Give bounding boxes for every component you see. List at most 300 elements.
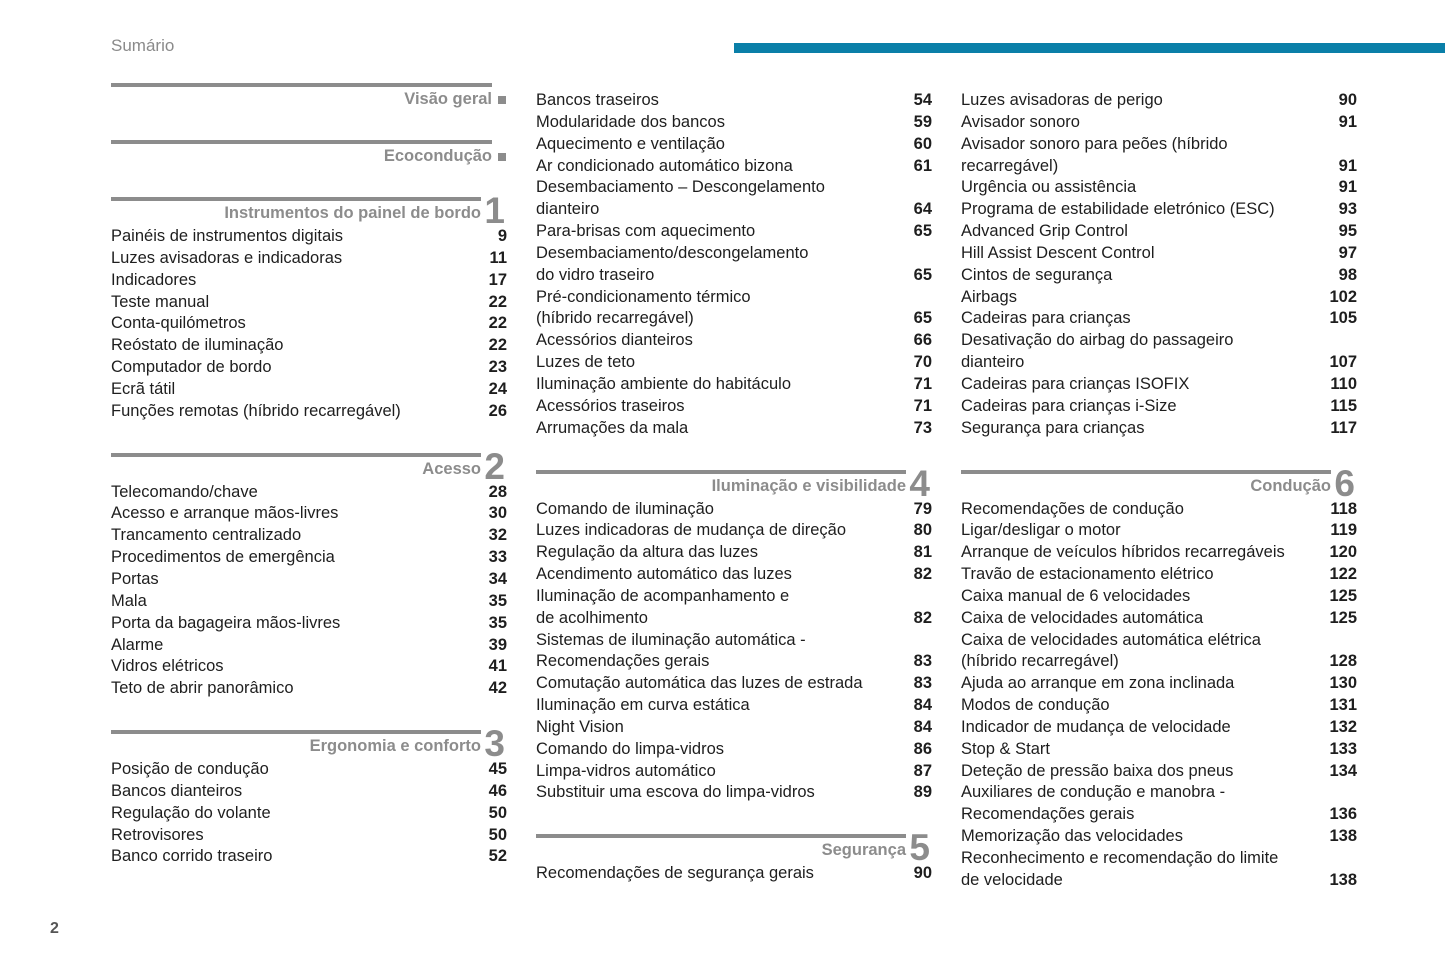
toc-entry[interactable] bbox=[111, 313, 507, 335]
toc-entry-line bbox=[111, 678, 507, 700]
toc-entry-page[interactable]: 42 bbox=[488, 679, 507, 698]
toc-entry-line bbox=[536, 308, 932, 330]
toc-entry-text[interactable]: Avisador sonoro para peões (híbrido bbox=[961, 134, 1228, 153]
toc-entry-line bbox=[111, 591, 507, 613]
square-bullet-icon bbox=[498, 153, 506, 161]
toc-entry-text[interactable]: Regulação do volante bbox=[111, 803, 271, 822]
toc-entry-page[interactable]: 93 bbox=[1338, 200, 1357, 219]
toc-entry[interactable] bbox=[961, 586, 1357, 608]
toc-entry[interactable] bbox=[111, 759, 507, 781]
toc-entry-text[interactable]: Funções remotas (híbrido recarregável) bbox=[111, 401, 401, 420]
toc-entry-text[interactable]: Segurança para crianças bbox=[961, 418, 1145, 437]
toc-entry[interactable] bbox=[536, 221, 932, 243]
toc-entry-page[interactable]: 130 bbox=[1329, 674, 1357, 693]
toc-entry-page[interactable]: 134 bbox=[1329, 761, 1357, 780]
toc-entry[interactable] bbox=[111, 525, 507, 547]
toc-entry[interactable] bbox=[961, 499, 1357, 521]
toc-entry-page[interactable]: 50 bbox=[488, 803, 507, 822]
toc-entry-text[interactable]: Luzes avisadoras e indicadoras bbox=[111, 248, 343, 267]
toc-entry-page[interactable]: 128 bbox=[1329, 652, 1357, 671]
section-number: 2 bbox=[484, 445, 505, 487]
toc-entry-text[interactable]: Caixa de velocidades automática elétrica bbox=[961, 630, 1261, 649]
toc-entry-text[interactable]: do vidro traseiro bbox=[536, 265, 655, 284]
toc-entry-page[interactable]: 52 bbox=[488, 847, 507, 866]
toc-entry-page[interactable]: 71 bbox=[913, 374, 932, 393]
toc-entry-page[interactable]: 35 bbox=[488, 591, 507, 610]
toc-entry[interactable] bbox=[536, 177, 932, 221]
toc-entry[interactable] bbox=[111, 270, 507, 292]
toc-entry-page[interactable]: 84 bbox=[913, 696, 932, 715]
toc-entry-page[interactable]: 91 bbox=[1338, 178, 1357, 197]
toc-entry[interactable] bbox=[536, 418, 932, 440]
section-number: 4 bbox=[909, 462, 930, 504]
toc-entry-page[interactable]: 64 bbox=[913, 200, 932, 219]
toc-entry[interactable] bbox=[961, 848, 1357, 892]
toc-entry[interactable] bbox=[536, 586, 932, 630]
toc-entry[interactable] bbox=[961, 520, 1357, 542]
toc-entry-page[interactable]: 138 bbox=[1329, 827, 1357, 846]
toc-entry[interactable] bbox=[961, 826, 1357, 848]
section-number: 5 bbox=[909, 827, 930, 869]
toc-entry-line bbox=[961, 177, 1357, 199]
toc-entry[interactable] bbox=[536, 564, 932, 586]
toc-entry-line bbox=[111, 335, 507, 357]
toc-entry-line bbox=[536, 673, 932, 695]
section-number: 6 bbox=[1334, 462, 1355, 504]
toc-entry[interactable] bbox=[961, 134, 1357, 178]
toc-entry-text[interactable]: Recomendações gerais bbox=[961, 805, 1135, 824]
toc-entry[interactable] bbox=[111, 335, 507, 357]
toc-entry-line bbox=[536, 761, 932, 783]
toc-entry-text[interactable]: Regulação da altura das luzes bbox=[536, 543, 758, 562]
toc-entry-text[interactable]: Cadeiras para crianças bbox=[961, 309, 1131, 328]
toc-entry[interactable] bbox=[961, 308, 1357, 330]
toc-entry[interactable] bbox=[536, 542, 932, 564]
toc-entry-text[interactable]: Teto de abrir panorâmico bbox=[111, 679, 294, 698]
toc-entry[interactable] bbox=[111, 613, 507, 635]
toc-entry-text[interactable]: Aquecimento e ventilação bbox=[536, 134, 725, 153]
toc-entry-page[interactable]: 136 bbox=[1329, 805, 1357, 824]
toc-entry[interactable] bbox=[961, 177, 1357, 199]
toc-entry-page[interactable]: 133 bbox=[1329, 739, 1357, 758]
section-title[interactable]: Segurança bbox=[821, 841, 906, 860]
toc-entry[interactable] bbox=[536, 761, 932, 783]
toc-entry-text[interactable]: Posição de condução bbox=[111, 760, 269, 779]
toc-entry-text[interactable]: Advanced Grip Control bbox=[961, 222, 1128, 241]
toc-entry-page[interactable]: 46 bbox=[488, 781, 507, 800]
toc-entry[interactable] bbox=[961, 374, 1357, 396]
section-title[interactable]: Iluminação e visibilidade bbox=[711, 476, 906, 495]
toc-entry-page[interactable]: 91 bbox=[1338, 112, 1357, 131]
toc-entry-line bbox=[536, 564, 932, 586]
toc-entry[interactable] bbox=[111, 482, 507, 504]
section-title[interactable]: Condução bbox=[1250, 476, 1331, 495]
toc-entry-page[interactable]: 50 bbox=[488, 825, 507, 844]
toc-entry-text[interactable]: Cintos de segurança bbox=[961, 265, 1113, 284]
toc-entry-text[interactable]: Reóstato de iluminação bbox=[111, 336, 284, 355]
toc-entry-text[interactable]: Iluminação ambiente do habitáculo bbox=[536, 374, 792, 393]
toc-entry-page[interactable]: 86 bbox=[913, 739, 932, 758]
toc-entry[interactable] bbox=[536, 156, 932, 178]
toc-entry-text[interactable]: Ligar/desligar o motor bbox=[961, 521, 1121, 540]
toc-entry-text[interactable]: Telecomando/chave bbox=[111, 482, 258, 501]
toc-entry-text[interactable]: Ecrã tátil bbox=[111, 379, 176, 398]
toc-entry-page[interactable]: 84 bbox=[913, 717, 932, 736]
toc-entry-text[interactable]: Indicadores bbox=[111, 270, 197, 289]
toc-entry-text[interactable]: Pré-condicionamento térmico bbox=[536, 287, 751, 306]
toc-entry-page[interactable]: 79 bbox=[913, 499, 932, 518]
toc-entry-text[interactable]: Comutação automática das luzes de estrada bbox=[536, 674, 863, 693]
toc-entry-page[interactable]: 91 bbox=[1338, 156, 1357, 175]
toc-entry[interactable] bbox=[961, 542, 1357, 564]
toc-entry[interactable] bbox=[536, 287, 932, 331]
toc-entry-page[interactable]: 17 bbox=[488, 270, 507, 289]
toc-entry-page[interactable]: 33 bbox=[488, 548, 507, 567]
toc-entry-text[interactable]: Bancos traseiros bbox=[536, 91, 659, 109]
toc-entry-line bbox=[961, 586, 1357, 608]
toc-entry[interactable] bbox=[961, 112, 1357, 134]
toc-entry-line bbox=[961, 804, 1357, 826]
toc-entry-line bbox=[961, 695, 1357, 717]
toc-entry-text[interactable]: Modularidade dos bancos bbox=[536, 112, 725, 131]
toc-entry-line bbox=[536, 330, 932, 352]
toc-entry-line bbox=[961, 542, 1357, 564]
toc-entry[interactable] bbox=[536, 134, 932, 156]
toc-entry-page[interactable]: 95 bbox=[1338, 222, 1357, 241]
toc-entry[interactable] bbox=[961, 199, 1357, 221]
toc-entry[interactable] bbox=[536, 673, 932, 695]
toc-entry-text[interactable]: Arrumações da mala bbox=[536, 418, 689, 437]
toc-entry-page[interactable]: 73 bbox=[913, 418, 932, 437]
toc-entry-text[interactable]: Cadeiras para crianças i-Size bbox=[961, 396, 1177, 415]
toc-entry-text[interactable]: Modos de condução bbox=[961, 696, 1110, 715]
toc-entry-page[interactable]: 11 bbox=[489, 248, 507, 267]
toc-entry-page[interactable]: 71 bbox=[913, 396, 932, 415]
toc-entry[interactable] bbox=[111, 503, 507, 525]
toc-entry[interactable] bbox=[961, 243, 1357, 265]
toc-entry-text[interactable]: Procedimentos de emergência bbox=[111, 548, 335, 567]
toc-entry-text[interactable]: Sistemas de iluminação automática - bbox=[536, 630, 806, 649]
toc-entry[interactable] bbox=[111, 803, 507, 825]
toc-entry-page[interactable]: 125 bbox=[1329, 608, 1357, 627]
toc-entry-text[interactable]: Arranque de veículos híbridos recarregáveis bbox=[961, 543, 1285, 562]
toc-entry-page[interactable]: 26 bbox=[488, 401, 507, 420]
toc-entry[interactable] bbox=[111, 781, 507, 803]
toc-entry[interactable] bbox=[536, 863, 932, 885]
toc-entry-line bbox=[536, 156, 932, 178]
toc-entry-text[interactable]: Comando de iluminação bbox=[536, 499, 714, 518]
toc-entry-page[interactable]: 102 bbox=[1329, 287, 1357, 306]
toc-entry[interactable] bbox=[961, 90, 1357, 112]
toc-entry[interactable] bbox=[961, 418, 1357, 440]
toc-entry-page[interactable]: 65 bbox=[913, 222, 932, 241]
toc-entry-text[interactable]: Alarme bbox=[111, 635, 164, 654]
toc-entry[interactable] bbox=[111, 656, 507, 678]
toc-entry[interactable] bbox=[536, 90, 932, 112]
toc-entry-page[interactable]: 115 bbox=[1330, 396, 1357, 415]
toc-entry[interactable] bbox=[961, 330, 1357, 374]
toc-entry-page[interactable]: 110 bbox=[1330, 374, 1357, 393]
section-title[interactable]: Instrumentos do painel de bordo bbox=[224, 204, 481, 222]
toc-entry-page[interactable]: 22 bbox=[488, 292, 507, 311]
toc-entry-page[interactable]: 122 bbox=[1329, 565, 1357, 584]
toc-entry-page[interactable]: 82 bbox=[913, 608, 932, 627]
toc-entry[interactable] bbox=[111, 678, 507, 700]
toc-entry-page[interactable]: 45 bbox=[488, 760, 507, 779]
section-divider bbox=[111, 83, 492, 87]
toc-entry-text[interactable]: Luzes de teto bbox=[536, 353, 636, 372]
toc-entry-line bbox=[111, 656, 507, 678]
toc-entry-page[interactable]: 82 bbox=[913, 565, 932, 584]
toc-entry-page[interactable]: 24 bbox=[488, 379, 507, 398]
toc-entry-page[interactable]: 66 bbox=[913, 331, 932, 350]
toc-entry-page[interactable]: 131 bbox=[1329, 696, 1357, 715]
toc-entry-text[interactable]: Reconhecimento e recomendação do limite bbox=[961, 849, 1279, 867]
toc-entry-text[interactable]: Iluminação em curva estática bbox=[536, 696, 750, 715]
toc-entry[interactable] bbox=[536, 630, 932, 674]
toc-entry-line bbox=[961, 287, 1357, 309]
toc-entry-text[interactable]: Acesso e arranque mãos-livres bbox=[111, 504, 339, 523]
toc-entry-text[interactable]: Avisador sonoro bbox=[961, 112, 1080, 131]
toc-entry[interactable] bbox=[111, 547, 507, 569]
toc-entry-page[interactable]: 32 bbox=[488, 526, 507, 545]
toc-entry[interactable] bbox=[536, 782, 932, 804]
toc-entry[interactable] bbox=[536, 717, 932, 739]
toc-entry-text[interactable]: Recomendações de condução bbox=[961, 499, 1184, 518]
toc-entry-line bbox=[961, 221, 1357, 243]
toc-entry[interactable] bbox=[111, 569, 507, 591]
toc-entry-text[interactable]: Recomendações de segurança gerais bbox=[536, 864, 814, 883]
toc-entry-page[interactable]: 65 bbox=[913, 265, 932, 284]
toc-entry[interactable] bbox=[961, 695, 1357, 717]
toc-entry-text[interactable]: Programa de estabilidade eletrónico (ESC) bbox=[961, 200, 1275, 219]
toc-entry[interactable] bbox=[961, 739, 1357, 761]
toc-entry-text[interactable]: Caixa de velocidades automática bbox=[961, 608, 1204, 627]
toc-entry-page[interactable]: 117 bbox=[1330, 418, 1357, 437]
toc-entry-page[interactable]: 118 bbox=[1330, 499, 1357, 518]
toc-entry-text[interactable]: de acolhimento bbox=[536, 608, 648, 627]
toc-entry-page[interactable]: 83 bbox=[913, 674, 932, 693]
toc-column-1 bbox=[111, 83, 507, 868]
toc-entry[interactable] bbox=[111, 846, 507, 868]
toc-entry-text[interactable]: Computador de bordo bbox=[111, 358, 272, 377]
toc-entry-text[interactable]: Retrovisores bbox=[111, 825, 204, 844]
toc-entry-text[interactable]: Caixa manual de 6 velocidades bbox=[961, 586, 1191, 605]
toc-entry-line bbox=[961, 564, 1357, 586]
toc-entry-line bbox=[961, 761, 1357, 783]
toc-entry[interactable] bbox=[111, 825, 507, 847]
toc-entry[interactable] bbox=[961, 717, 1357, 739]
toc-entry[interactable] bbox=[961, 265, 1357, 287]
toc-entry-text[interactable]: Ar condicionado automático bizona bbox=[536, 156, 793, 175]
toc-entry[interactable] bbox=[111, 292, 507, 314]
toc-entry[interactable] bbox=[111, 357, 507, 379]
toc-entry[interactable] bbox=[536, 374, 932, 396]
toc-entry-page[interactable]: 22 bbox=[488, 314, 507, 333]
toc-entry-line bbox=[961, 499, 1357, 521]
toc-entry[interactable] bbox=[961, 564, 1357, 586]
toc-entry-text[interactable]: Bancos dianteiros bbox=[111, 781, 243, 800]
toc-entry-text[interactable]: Acendimento automático das luzes bbox=[536, 565, 792, 584]
toc-entry-text[interactable]: Deteção de pressão baixa dos pneus bbox=[961, 761, 1234, 780]
toc-entry-text[interactable]: Urgência ou assistência bbox=[961, 178, 1137, 197]
toc-entry-text[interactable]: Ajuda ao arranque em zona inclinada bbox=[961, 674, 1235, 693]
toc-entry-page[interactable]: 83 bbox=[913, 652, 932, 671]
toc-entry-page[interactable]: 35 bbox=[488, 613, 507, 632]
toc-entry-list bbox=[111, 759, 507, 868]
toc-entry-page[interactable]: 90 bbox=[913, 864, 932, 883]
toc-entry[interactable] bbox=[111, 379, 507, 401]
toc-entry-page[interactable]: 132 bbox=[1329, 717, 1357, 736]
toc-entry-text[interactable]: (híbrido recarregável) bbox=[961, 652, 1119, 671]
toc-entry-text[interactable]: dianteiro bbox=[536, 200, 600, 219]
toc-entry-text[interactable]: Substituir uma escova do limpa-vidros bbox=[536, 783, 815, 802]
toc-entry-text[interactable]: Travão de estacionamento elétrico bbox=[961, 565, 1214, 584]
toc-entry[interactable] bbox=[536, 243, 932, 287]
toc-entry-line bbox=[961, 330, 1357, 352]
toc-entry-text[interactable]: Acessórios dianteiros bbox=[536, 331, 693, 350]
toc-entry-page[interactable]: 41 bbox=[488, 657, 507, 676]
toc-entry[interactable] bbox=[111, 248, 507, 270]
toc-entry-text[interactable]: Portas bbox=[111, 569, 159, 588]
toc-entry-text[interactable]: Hill Assist Descent Control bbox=[961, 243, 1155, 262]
toc-entry-text[interactable]: Auxiliares de condução e manobra - bbox=[961, 783, 1226, 802]
toc-entry-text[interactable]: Trancamento centralizado bbox=[111, 526, 302, 545]
toc-entry-page[interactable]: 22 bbox=[488, 336, 507, 355]
toc-entry-page[interactable]: 120 bbox=[1329, 543, 1357, 562]
toc-entry[interactable] bbox=[111, 401, 507, 423]
toc-entry-page[interactable]: 97 bbox=[1338, 243, 1357, 262]
toc-entry-page[interactable]: 61 bbox=[913, 156, 932, 175]
toc-entry-line bbox=[536, 863, 932, 885]
toc-entry-text[interactable]: Luzes avisadoras de perigo bbox=[961, 91, 1163, 109]
toc-entry-page[interactable]: 23 bbox=[488, 358, 507, 377]
toc-entry[interactable] bbox=[961, 673, 1357, 695]
toc-entry-text[interactable]: Cadeiras para crianças ISOFIX bbox=[961, 374, 1190, 393]
toc-entry-page[interactable]: 59 bbox=[913, 112, 932, 131]
toc-entry-page[interactable]: 39 bbox=[488, 635, 507, 654]
toc-entry[interactable] bbox=[111, 635, 507, 657]
toc-entry-page[interactable]: 34 bbox=[488, 569, 507, 588]
toc-entry-text[interactable]: Limpa-vidros automático bbox=[536, 761, 716, 780]
toc-entry[interactable] bbox=[536, 499, 932, 521]
toc-entry-text[interactable]: Memorização das velocidades bbox=[961, 827, 1183, 846]
toc-entry[interactable] bbox=[961, 396, 1357, 418]
toc-entry-text[interactable]: de velocidade bbox=[961, 870, 1063, 889]
toc-entry[interactable] bbox=[536, 330, 932, 352]
toc-entry[interactable] bbox=[961, 761, 1357, 783]
toc-entry[interactable] bbox=[536, 352, 932, 374]
toc-entry-text[interactable]: Stop & Start bbox=[961, 739, 1050, 758]
toc-entry-line bbox=[961, 673, 1357, 695]
toc-entry-page[interactable]: 80 bbox=[913, 521, 932, 540]
toc-entry[interactable] bbox=[111, 591, 507, 613]
toc-entry-text[interactable]: Para-brisas com aquecimento bbox=[536, 222, 756, 241]
toc-entry[interactable] bbox=[961, 287, 1357, 309]
toc-entry-line bbox=[536, 221, 932, 243]
toc-entry[interactable] bbox=[536, 396, 932, 418]
toc-entry-line bbox=[111, 292, 507, 314]
toc-entry-page[interactable]: 125 bbox=[1329, 586, 1357, 605]
toc-entry-text[interactable]: Desembaciamento/descongelamento bbox=[536, 243, 809, 262]
section-title[interactable]: Ecocondução bbox=[383, 147, 492, 165]
toc-entry-page[interactable]: 28 bbox=[488, 482, 507, 501]
toc-entry-line bbox=[961, 782, 1357, 804]
toc-entry-text[interactable]: Night Vision bbox=[536, 717, 624, 736]
toc-entry[interactable] bbox=[536, 739, 932, 761]
toc-entry-page[interactable]: 81 bbox=[913, 543, 932, 562]
toc-entry-page[interactable]: 70 bbox=[913, 353, 932, 372]
toc-entry-text[interactable]: Desativação do airbag do passageiro bbox=[961, 331, 1234, 350]
toc-entry-page[interactable]: 30 bbox=[488, 504, 507, 523]
toc-entry-page[interactable]: 119 bbox=[1330, 521, 1357, 540]
section-number: 3 bbox=[484, 723, 505, 765]
toc-entry-text[interactable]: Teste manual bbox=[111, 292, 210, 311]
toc-entry-text[interactable]: Banco corrido traseiro bbox=[111, 847, 273, 866]
toc-entry[interactable] bbox=[961, 782, 1357, 826]
toc-entry-line bbox=[111, 482, 507, 504]
toc-entry-page[interactable]: 65 bbox=[913, 309, 932, 328]
toc-entry-text[interactable]: dianteiro bbox=[961, 353, 1025, 372]
toc-entry-line bbox=[111, 313, 507, 335]
section-title[interactable]: Visão geral bbox=[404, 90, 492, 108]
toc-entry-page[interactable]: 107 bbox=[1329, 353, 1357, 372]
toc-entry-page[interactable]: 89 bbox=[913, 783, 932, 802]
toc-entry-text[interactable]: Mala bbox=[111, 591, 147, 610]
toc-entry-page[interactable]: 60 bbox=[913, 134, 932, 153]
toc-entry-line bbox=[111, 759, 507, 781]
section-title[interactable]: Acesso bbox=[422, 459, 481, 478]
section-divider bbox=[536, 834, 906, 838]
section-title[interactable]: Ergonomia e conforto bbox=[309, 737, 481, 756]
toc-entry-page[interactable]: 98 bbox=[1338, 265, 1357, 284]
toc-entry-text[interactable]: Airbags bbox=[961, 287, 1017, 306]
toc-entry[interactable] bbox=[961, 221, 1357, 243]
toc-entry[interactable] bbox=[961, 608, 1357, 630]
toc-entry-text[interactable]: Acessórios traseiros bbox=[536, 396, 685, 415]
toc-entry-text[interactable]: Luzes indicadoras de mudança de direção bbox=[536, 521, 847, 540]
toc-entry-text[interactable]: Recomendações gerais bbox=[536, 652, 710, 671]
toc-entry[interactable] bbox=[961, 630, 1357, 674]
toc-entry-line bbox=[111, 781, 507, 803]
toc-entry-page[interactable]: 54 bbox=[913, 91, 932, 109]
toc-entry-page[interactable]: 9 bbox=[497, 227, 507, 245]
toc-entry-text[interactable]: Painéis de instrumentos digitais bbox=[111, 227, 344, 245]
toc-entry-text[interactable]: Vidros elétricos bbox=[111, 657, 224, 676]
header-accent-bar bbox=[734, 43, 1445, 53]
toc-entry-text[interactable]: Conta-quilómetros bbox=[111, 314, 246, 333]
toc-entry-text[interactable]: Indicador de mudança de velocidade bbox=[961, 717, 1231, 736]
toc-entry-text[interactable]: recarregável) bbox=[961, 156, 1059, 175]
toc-entry[interactable] bbox=[111, 226, 507, 248]
toc-entry-page[interactable]: 105 bbox=[1329, 309, 1357, 328]
toc-entry[interactable] bbox=[536, 112, 932, 134]
toc-entry-text[interactable]: (híbrido recarregável) bbox=[536, 309, 694, 328]
toc-entry[interactable] bbox=[536, 695, 932, 717]
toc-entry[interactable] bbox=[536, 520, 932, 542]
toc-entry-page[interactable]: 87 bbox=[913, 761, 932, 780]
toc-entry-line bbox=[111, 503, 507, 525]
toc-entry-text[interactable]: Porta da bagageira mãos-livres bbox=[111, 613, 341, 632]
toc-entry-page[interactable]: 90 bbox=[1338, 91, 1357, 109]
toc-entry-text[interactable]: Iluminação de acompanhamento e bbox=[536, 586, 790, 605]
toc-entry-text[interactable]: Comando do limpa-vidros bbox=[536, 739, 725, 758]
toc-entry-text[interactable]: Desembaciamento – Descongelamento bbox=[536, 178, 825, 197]
toc-entry-page[interactable]: 138 bbox=[1329, 870, 1357, 889]
section-header bbox=[111, 445, 507, 487]
section-header bbox=[961, 462, 1357, 504]
toc-entry-line bbox=[961, 651, 1357, 673]
